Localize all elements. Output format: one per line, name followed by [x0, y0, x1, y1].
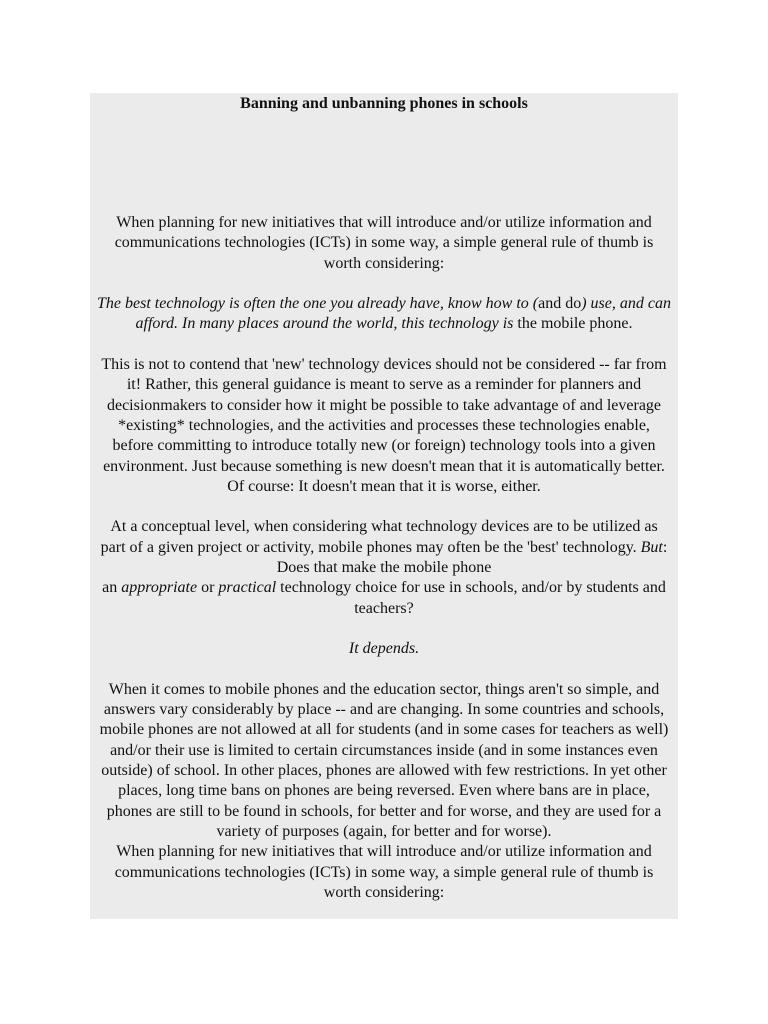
- paragraph-3: This is not to contend that 'new' technology devices should not be considered -- far from it! Rather, this general guidance is meant to serve as a reminder for planners and decisionmakers to consider how it might be possible to take advantage of and leverage *existing* technologies, and the activities and processes these technologies enable, before committing to introduce totally new (or foreign) technology tools into a given environment. Just because something is new doesn't mean that it is automatically better. Of course: It doesn't mean that it is worse, either.: [101, 356, 667, 495]
- document-title: Banning and unbanning phones in schools: [240, 95, 528, 112]
- paragraph-2: [96, 294, 672, 335]
- paragraph-4-text-1: At a conceptual level, when considering what technology devices are to be utilized as part of a given project or activity, mobile phones may often be the 'best' technology.: [100, 518, 658, 556]
- paragraph-4: [96, 517, 672, 618]
- paragraph-4-italic-3: practical: [218, 579, 277, 597]
- paragraph-7: When planning for new initiatives that will introduce and/or utilize information and communications technologies (ICTs) in some way, a simple general rule of thumb is worth considering:: [114, 843, 654, 901]
- document-panel: [90, 93, 678, 919]
- document-body: [96, 213, 672, 903]
- paragraph-2-italic-2: ) use, and can afford. In many places around the world, this technology is: [135, 295, 671, 333]
- paragraph-2-text-1: and do: [538, 295, 582, 313]
- paragraph-4-text-3: an: [102, 579, 122, 597]
- paragraph-4-text-4: or: [197, 579, 219, 597]
- paragraph-2-italic-1: The best technology is often the one you already have, know how to (: [97, 295, 539, 313]
- paragraph-1: When planning for new initiatives that will introduce and/or utilize information and communications technologies (ICTs) in some way, a simple general rule of thumb is worth considering:: [114, 214, 654, 272]
- paragraph-4-italic-1: But: [640, 538, 663, 556]
- paragraph-4-text-5: technology choice for use in schools, and/or by students and teachers?: [276, 579, 666, 617]
- paragraph-5: [96, 639, 672, 659]
- paragraph-6: When it comes to mobile phones and the education sector, things aren't so simple, and answers vary considerably by place -- and are changing. In some countries and schools, mobile phones are not allowed at all for students (and in some cases for teachers as well) and/or their use is limited to certain circumstances inside (and in some instances even outside) of school. In other places, phones are allowed with few restrictions. In yet other places, long time bans on phones are being reversed. Even where bans are in place, phones are still to be found in schools, for better and for worse, and they are used for a variety of purposes (again, for better and for worse).: [99, 680, 669, 840]
- paragraph-5-italic: It depends.: [348, 640, 420, 658]
- paragraph-2-text-2: the mobile phone.: [513, 315, 633, 333]
- paragraph-4-text-2: : Does that make the mobile phone: [276, 538, 668, 577]
- paragraph-4-italic-2: appropriate: [121, 579, 198, 597]
